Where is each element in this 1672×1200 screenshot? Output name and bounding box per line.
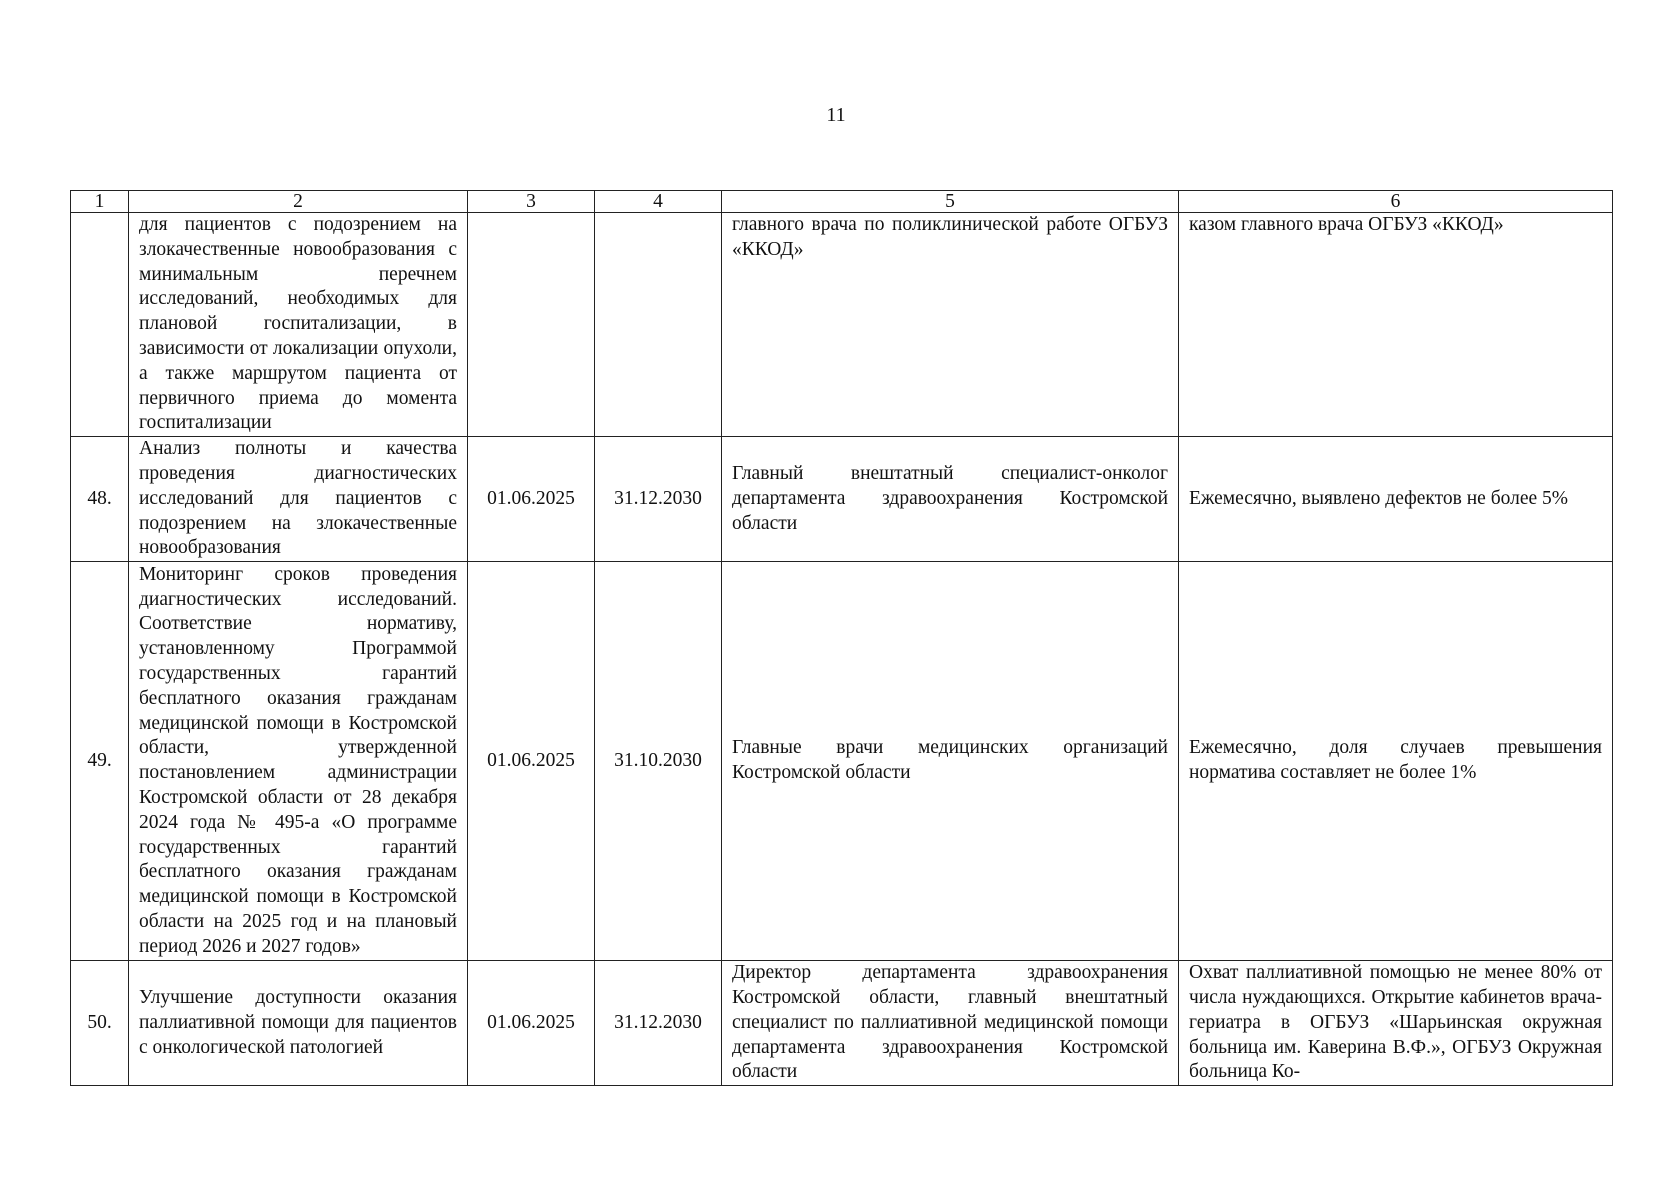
result-cell: Ежемесячно, доля случаев превышения норматива составляет не более 1%: [1179, 562, 1613, 961]
end-date-cell: 31.12.2030: [595, 961, 722, 1086]
plan-table: [70, 190, 1613, 1086]
table-row: [71, 562, 1613, 961]
page-number: 11: [826, 104, 846, 126]
end-date-cell: [595, 213, 722, 437]
start-date-cell: [468, 213, 595, 437]
responsible-cell: Главные врачи медицинских организаций Костромской области: [722, 562, 1179, 961]
table-row: [71, 437, 1613, 562]
end-date-cell: 31.10.2030: [595, 562, 722, 961]
responsible-cell: главного врача по поликлинической работе ОГБУЗ «ККОД»: [722, 213, 1179, 437]
row-number: 49.: [71, 562, 129, 961]
table-row: [71, 213, 1613, 437]
column-header-6: 6: [1179, 191, 1613, 213]
table-row: [71, 961, 1613, 1086]
activity-cell: Анализ полноты и качества проведения диагностических исследований для пациентов с подозрением на злокачественные новообразования: [129, 437, 468, 562]
result-cell: Охват паллиативной помощью не менее 80% от числа нуждающихся. Открытие кабинетов врача-гериатра в ОГБУЗ «Шарьинская окружная больница им. Каверина В.Ф.», ОГБУЗ Окружная больница Ко-: [1179, 961, 1613, 1086]
row-number: 50.: [71, 961, 129, 1086]
column-header-1: 1: [71, 191, 129, 213]
activity-cell: Мониторинг сроков проведения диагностических исследований. Соответствие нормативу, установленному Программой государственных гарантий бесплатного оказания гражданам медицинской помощи в Костромской области, утвержденной постановлением администрации Костромской области от 28 декабря 2024 года № 495-а «О программе государственных гарантий бесплатного оказания гражданам медицинской помощи в Костромской области на 2025 год и на плановый период 2026 и 2027 годов»: [129, 562, 468, 961]
start-date-cell: 01.06.2025: [468, 961, 595, 1086]
row-number: 48.: [71, 437, 129, 562]
end-date-cell: 31.12.2030: [595, 437, 722, 562]
column-header-5: 5: [722, 191, 1179, 213]
column-header-2: 2: [129, 191, 468, 213]
row-number: [71, 213, 129, 437]
start-date-cell: 01.06.2025: [468, 562, 595, 961]
activity-cell: Улучшение доступности оказания паллиативной помощи для пациентов с онкологической патологией: [129, 961, 468, 1086]
responsible-cell: Главный внештатный специалист-онколог департамента здравоохранения Костромской области: [722, 437, 1179, 562]
table-header-row: [71, 191, 1613, 213]
responsible-cell: Директор департамента здравоохранения Костромской области, главный внештатный специалист по паллиативной медицинской помощи департамента здравоохранения Костромской области: [722, 961, 1179, 1086]
result-cell: казом главного врача ОГБУЗ «ККОД»: [1179, 213, 1613, 437]
activity-cell: для пациентов с подозрением на злокачественные новообразования с минимальным перечнем исследований, необходимых для плановой госпитализации, в зависимости от локализации опухоли, а также маршрутом пациента от первичного приема до момента госпитализации: [129, 213, 468, 437]
column-header-3: 3: [468, 191, 595, 213]
result-cell: Ежемесячно, выявлено дефектов не более 5%: [1179, 437, 1613, 562]
column-header-4: 4: [595, 191, 722, 213]
start-date-cell: 01.06.2025: [468, 437, 595, 562]
